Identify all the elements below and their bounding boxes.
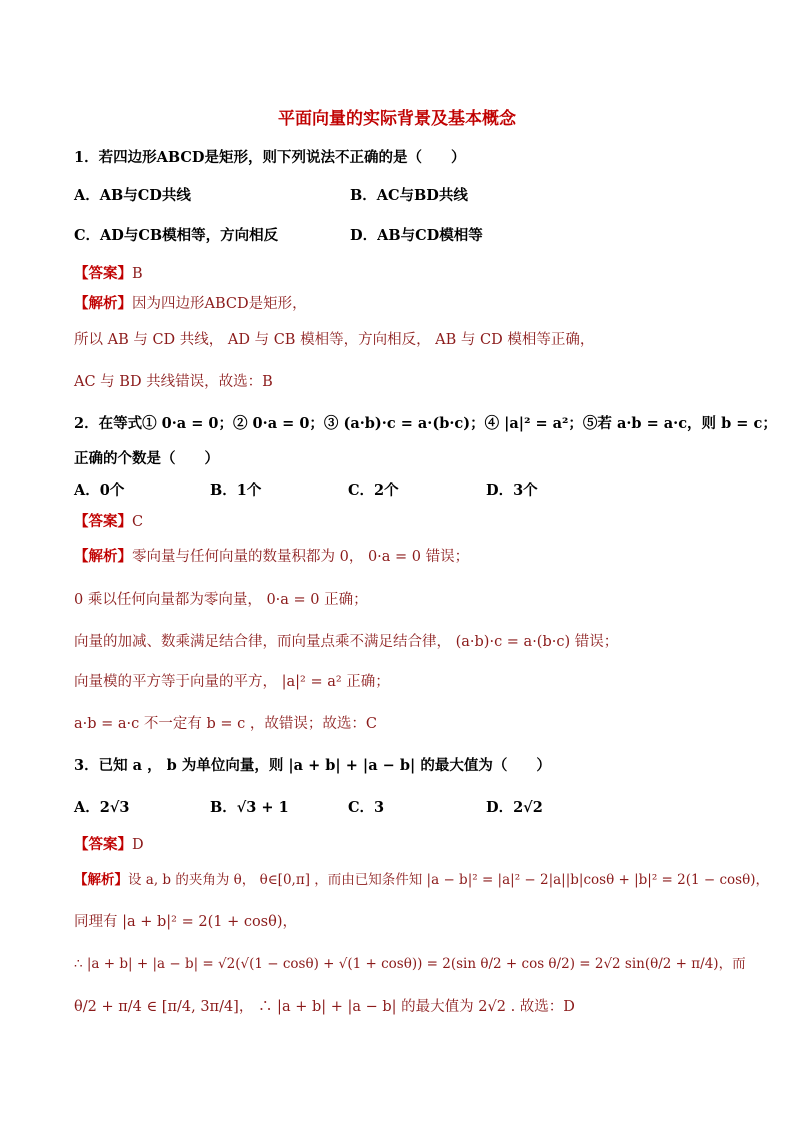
q2-analysis-5: a·b = a·c 不一定有 b = c ，故错误；故选：C: [74, 716, 377, 732]
q2-analysis-2: 0 乘以任何向量都为零向量， 0·a = 0 正确；: [74, 592, 368, 608]
q3-analysis-3: ∴ |a + b| + |a − b| = √2(√(1 − cosθ) + √(1 + cosθ)) = 2(sin θ/2 + cos θ/2) = 2√2 sin(θ/2 + π/4)，而: [74, 956, 746, 972]
q3-option-a: A．2√3: [74, 799, 130, 816]
q2-answer-value: C: [132, 514, 144, 530]
page-title: 平面向量的实际背景及基本概念: [278, 109, 516, 129]
q1-answer-value: B: [132, 266, 143, 282]
q1-option-b: B．AC与BD共线: [350, 187, 468, 204]
answer-tag: 【答案】: [74, 265, 132, 282]
q1-answer: [74, 262, 143, 283]
q1-analysis-3: AC 与 BD 共线错误，故选：B: [74, 374, 273, 390]
q2-stem-2: 正确的个数是（ ）: [74, 450, 219, 467]
q3-stem: 3．已知 a ， b 为单位向量，则 |a + b| + |a − b| 的最大值为（ ）: [74, 757, 551, 774]
q3-analysis-4: θ/2 + π/4 ∈ [π/4, 3π/4]， ∴ |a + b| + |a − b| 的最大值为 2√2 . 故选：D: [74, 999, 575, 1015]
q1-option-a: A．AB与CD共线: [74, 187, 191, 204]
q3-option-d: D．2√2: [486, 799, 543, 816]
q1-option-c: C．AD与CB模相等，方向相反: [74, 227, 279, 244]
analysis-tag: 【解析】: [74, 295, 132, 312]
q2-option-d: D．3个: [486, 482, 538, 499]
q1-analysis-1: 【解析】因为四边形ABCD是矩形，: [74, 295, 307, 312]
q2-analysis-4: 向量模的平方等于向量的平方， |a|² = a² 正确；: [74, 674, 390, 690]
q3-analysis-2: 同理有 |a + b|² = 2(1 + cosθ)，: [74, 914, 298, 930]
q2-option-a: A．0个: [74, 482, 125, 499]
q3-answer-value: D: [132, 837, 144, 853]
q1-option-d: D．AB与CD模相等: [350, 227, 483, 244]
q3-analysis-1: 【解析】设 a, b 的夹角为 θ， θ∈[0,π] ，而由已知条件知 |a − b|² = |a|² − 2|a||b|cosθ + |b|² = 2(1 − cosθ)，: [74, 872, 769, 888]
q2-answer: 【答案】C: [74, 513, 144, 530]
q3-option-b: B．√3 + 1: [210, 799, 289, 816]
q3-option-c: C．3: [348, 799, 385, 816]
q2-option-c: C．2个: [348, 482, 399, 499]
q3-answer: 【答案】D: [74, 836, 144, 853]
q2-option-b: B．1个: [210, 482, 262, 499]
q2-analysis-3: 向量的加减、数乘满足结合律，而向量点乘不满足结合律， (a·b)·c = a·(b·c) 错误；: [74, 634, 619, 650]
q1-analysis-2: 所以 AB 与 CD 共线， AD 与 CB 模相等，方向相反， AB 与 CD 模相等正确，: [74, 332, 595, 348]
q2-analysis-1: 【解析】零向量与任何向量的数量积都为 0， 0·a = 0 错误；: [74, 548, 470, 565]
q2-stem: 2．在等式① 0·a = 0；② 0·a = 0；③ (a·b)·c = a·(b·c)；④ |a|² = a²；⑤若 a·b = a·c，则 b = c；: [74, 415, 777, 432]
q1-stem: 1．若四边形ABCD是矩形，则下列说法不正确的是（ ）: [74, 149, 466, 166]
